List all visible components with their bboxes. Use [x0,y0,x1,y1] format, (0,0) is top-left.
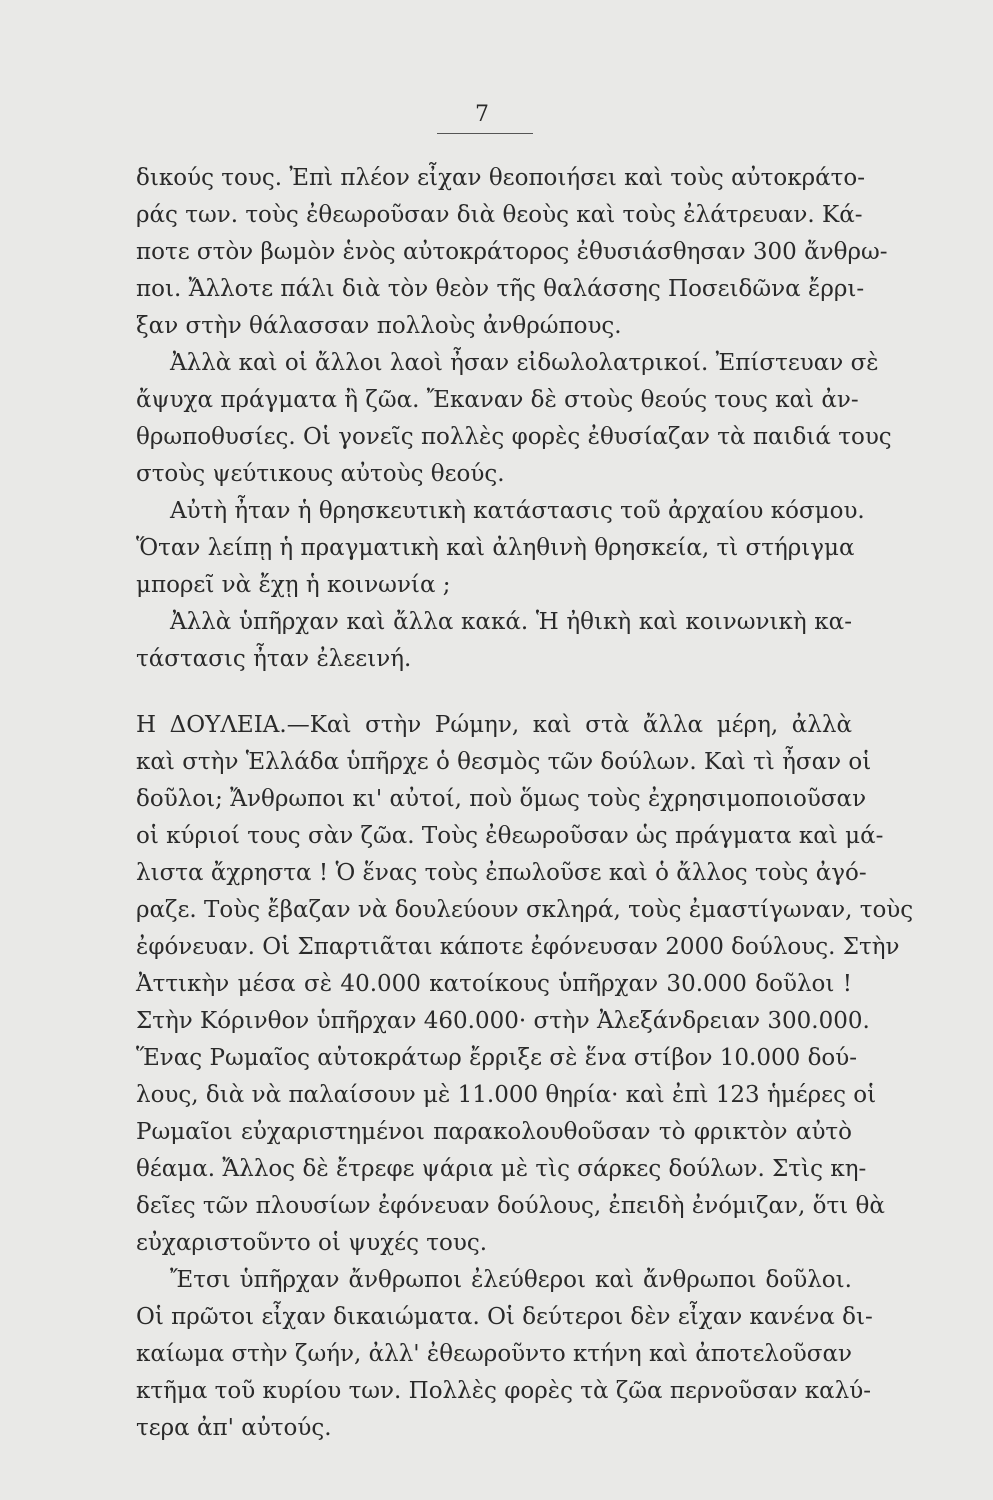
text-line: κτῆμα τοῦ κυρίου των. Πολλὲς φορὲς τὰ ζῶα περνοῦσαν καλύ- [136,1378,872,1404]
text-line: ἄψυχα πράγματα ἢ ζῶα. Ἔκαναν δὲ στοὺς θεούς τους καὶ ἀν- [136,387,859,413]
text-line: λους, διὰ νὰ παλαίσουν μὲ 11.000 θηρία· καὶ ἐπὶ 123 ἡμέρες οἱ [136,1082,877,1108]
text-line: μπορεῖ νὰ ἔχῃ ἡ κοινωνία ; [136,572,451,598]
text-line: καίωμα στὴν ζωήν, ἀλλ' ἐθεωροῦντο κτήνη καὶ ἀποτελοῦσαν [136,1341,852,1367]
text-line: δοῦλοι; Ἄνθρωποι κι' αὐτοί, ποὺ ὅμως τοὺς ἐχρησιμοποιοῦσαν [136,786,867,812]
text-line: ράς των. τοὺς ἐθεωροῦσαν διὰ θεοὺς καὶ τοὺς ἐλάτρευαν. Κά- [136,202,863,228]
text-line: Στὴν Κόρινθον ὑπῆρχαν 460.000· στὴν Ἀλεξάνδρειαν 300.000. [136,1008,870,1034]
text-line: θρωποθυσίες. Οἱ γονεῖς πολλὲς φορὲς ἐθυσίαζαν τὰ παιδιά τους [136,424,892,450]
text-line: καὶ στὴν Ἑλλάδα ὑπῆρχε ὁ θεσμὸς τῶν δούλων. Καὶ τὶ ἦσαν οἱ [136,749,872,775]
text-line: τάστασις ἦταν ἐλεεινή. [136,646,412,672]
text-line: θέαμα. Ἄλλος δὲ ἔτρεφε ψάρια μὲ τὶς σάρκες δούλων. Στὶς κη- [136,1156,867,1182]
text-line: ποτε στὸν βωμὸν ἑνὸς αὐτοκράτορος ἐθυσιάσθησαν 300 ἄνθρω- [136,239,888,265]
text-line: στοὺς ψεύτικους αὐτοὺς θεούς. [136,461,505,487]
text-line: Ἔτσι ὑπῆρχαν ἄνθρωποι ἐλεύθεροι καὶ ἄνθρωποι δοῦλοι. [170,1267,852,1293]
text-line: εὐχαριστοῦντο οἱ ψυχές τους. [136,1230,488,1256]
text-line: Αὐτὴ ἦταν ἡ θρησκευτικὴ κατάστασις τοῦ ἀρχαίου κόσμου. [170,498,865,524]
text-line: ραζε. Τοὺς ἔβαζαν νὰ δουλεύουν σκληρά, τοὺς ἐμαστίγωναν, τοὺς [136,897,914,923]
text-line: Ὅταν λείπῃ ἡ πραγματικὴ καὶ ἀληθινὴ θρησκεία, τὶ στήριγμα [136,535,855,561]
page-number-rule [437,133,533,134]
text-line: Οἱ πρῶτοι εἶχαν δικαιώματα. Οἱ δεύτεροι δὲν εἶχαν κανένα δι- [136,1304,873,1330]
text-line: δεῖες τῶν πλουσίων ἐφόνευαν δούλους, ἐπειδὴ ἐνόμιζαν, ὅτι θὰ [136,1193,885,1219]
text-line: ποι. Ἄλλοτε πάλι διὰ τὸν θεὸν τῆς θαλάσσης Ποσειδῶνα ἔρρι- [136,276,865,302]
text-line: Ἀττικὴν μέσα σὲ 40.000 κατοίκους ὑπῆρχαν 30.000 δοῦλοι ! [136,971,852,997]
text-line: ἐφόνευαν. Οἱ Σπαρτιᾶται κάποτε ἐφόνευσαν 2000 δούλους. Στὴν [136,934,900,960]
text-line: τερα ἀπ' αὐτούς. [136,1415,332,1441]
text-line: λιστα ἄχρηστα ! Ὁ ἕνας τοὺς ἐπωλοῦσε καὶ ὁ ἄλλος τοὺς ἀγό- [136,860,867,886]
text-line: ξαν στὴν θάλασσαν πολλοὺς ἀνθρώπους. [136,313,622,339]
text-line: Η ΔΟΥΛΕΙΑ.—Καὶ στὴν Ρώμην, καὶ στὰ ἄλλα μέρη, ἀλλὰ [136,712,852,738]
text-line: δικούς τους. Ἐπὶ πλέον εἶχαν θεοποιήσει καὶ τοὺς αὐτοκράτο- [136,165,865,191]
text-line: Ἀλλὰ καὶ οἱ ἄλλοι λαοὶ ἦσαν εἰδωλολατρικοί. Ἐπίστευαν σὲ [170,350,879,376]
text-line: Ρωμαῖοι εὐχαριστημένοι παρακολουθοῦσαν τὸ φρικτὸν αὐτὸ [136,1119,852,1145]
section-gap [136,678,852,707]
text-line: Ἕνας Ρωμαῖος αὐτοκράτωρ ἔρριξε σὲ ἕνα στίβον 10.000 δού- [136,1045,858,1071]
text-line: Ἀλλὰ ὑπῆρχαν καὶ ἄλλα κακά. Ἡ ἠθικὴ καὶ κοινωνικὴ κα- [170,609,852,635]
text-line: οἱ κύριοί τους σὰν ζῶα. Τοὺς ἐθεωροῦσαν ὡς πράγματα καὶ μά- [136,823,884,849]
body-text [136,160,914,1447]
page-number: 7 [475,102,489,127]
